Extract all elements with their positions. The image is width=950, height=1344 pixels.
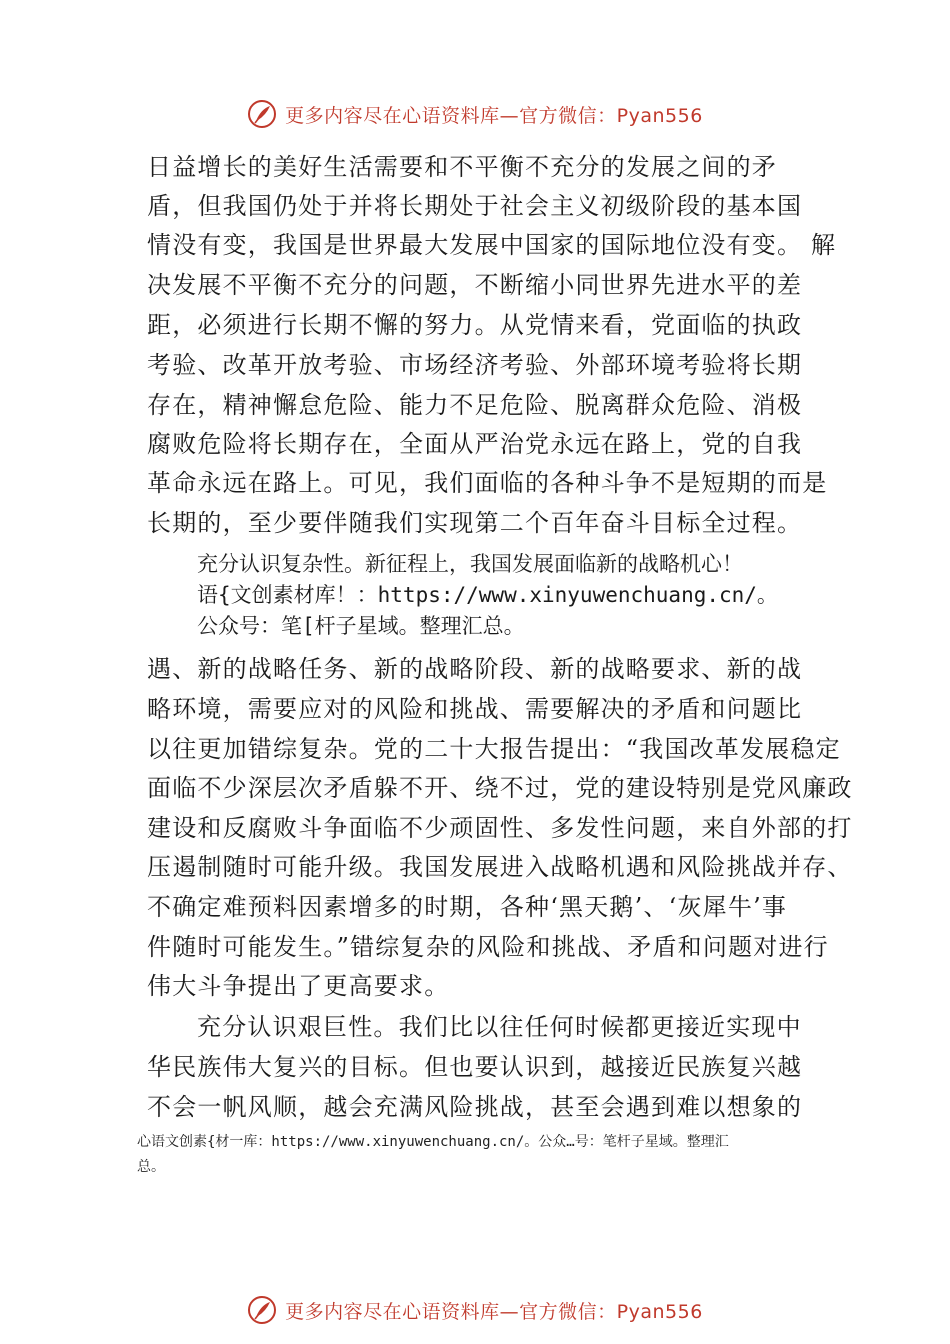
body-line: 华民族伟大复兴的目标。但也要认识到，越接近民族复兴越 [147,1053,803,1081]
body-line: 件随时可能发生。”错综复杂的风险和挑战、矛盾和问题对进行 [147,933,829,961]
body-line: 日益增长的美好生活需要和不平衡不充分的发展之间的矛 [147,153,777,181]
body-line: 略环境，需要应对的风险和挑战、需要解决的矛盾和问题比 [147,695,803,723]
watermark-line: 充分认识复杂性。新征程上，我国发展面临新的战略机心！ [197,552,743,576]
footer-banner [0,1290,950,1330]
watermark-line: 公众号：笔[杆子星域。整理汇总。 [197,614,525,638]
body-line: 不会一帆风顺，越会充满风险挑战，甚至会遇到难以想象的 [147,1093,803,1121]
footnote-line: 总。 [137,1159,165,1175]
quill-logo-icon [247,99,277,129]
body-line: 伟大斗争提出了更高要求。 [147,972,450,1000]
body-line: 考验、改革开放考验、市场经济考验、外部环境考验将长期 [147,351,803,379]
header-text [285,101,703,128]
body-line: 情没有变，我国是世界最大发展中国家的国际地位没有变。 解 [147,231,837,259]
body-line: 腐败危险将长期存在，全面从严治党永远在路上，党的自我 [147,430,803,458]
body-line: 存在，精神懈怠危险、能力不足危险、脱离群众危险、消极 [147,391,803,419]
body-line: 盾，但我国仍处于并将长期处于社会主义初级阶段的基本国 [147,192,803,220]
footer-wechat-text: 官方微信：Pyan556 [519,1300,703,1323]
body-line: 以往更加错综复杂。党的二十大报告提出：“我国改革发展稳定 [147,735,841,763]
header-brand-text: 更多内容尽在心语资料库 [285,104,500,127]
header-dash: — [499,104,520,127]
quill-logo-icon [247,1295,277,1325]
body-line: 压遏制随时可能升级。我国发展进入战略机遇和风险挑战并存、 [147,853,853,881]
body-line: 革命永远在路上。可见，我们面临的各种斗争不是短期的而是 [147,469,828,497]
watermark-line: 语{文创素材库！：https://www.xinyuwenchuang.cn/。 [197,583,778,607]
body-line: 遇、新的战略任务、新的战略阶段、新的战略要求、新的战 [147,655,803,683]
footer-text [285,1297,703,1324]
body-line: 充分认识艰巨性。我们比以往任何时候都更接近实现中 [197,1013,802,1041]
header-banner [0,94,950,134]
body-line: 距，必须进行长期不懈的努力。从党情来看，党面临的执政 [147,311,803,339]
footer-brand-text: 更多内容尽在心语资料库 [285,1300,500,1323]
footer-dash: — [499,1300,520,1323]
body-line: 决发展不平衡不充分的问题，不断缩小同世界先进水平的差 [147,271,803,299]
body-line: 不确定难预料因素增多的时期，各种‘黑天鹅’、‘灰犀牛’事 [147,893,788,921]
body-line: 长期的，至少要伴随我们实现第二个百年奋斗目标全过程。 [147,509,803,537]
body-line: 建设和反腐败斗争面临不少顽固性、多发性问题，来自外部的打 [147,814,853,842]
header-wechat-text: 官方微信：Pyan556 [519,104,703,127]
body-line: 面临不少深层次矛盾躲不开、绕不过，党的建设特别是党风廉政 [147,774,853,802]
footnote-line: 心语文创素{材一库：https://www.xinyuwenchuang.cn/。公众…号：笔杆子星域。整理汇 [137,1134,729,1150]
